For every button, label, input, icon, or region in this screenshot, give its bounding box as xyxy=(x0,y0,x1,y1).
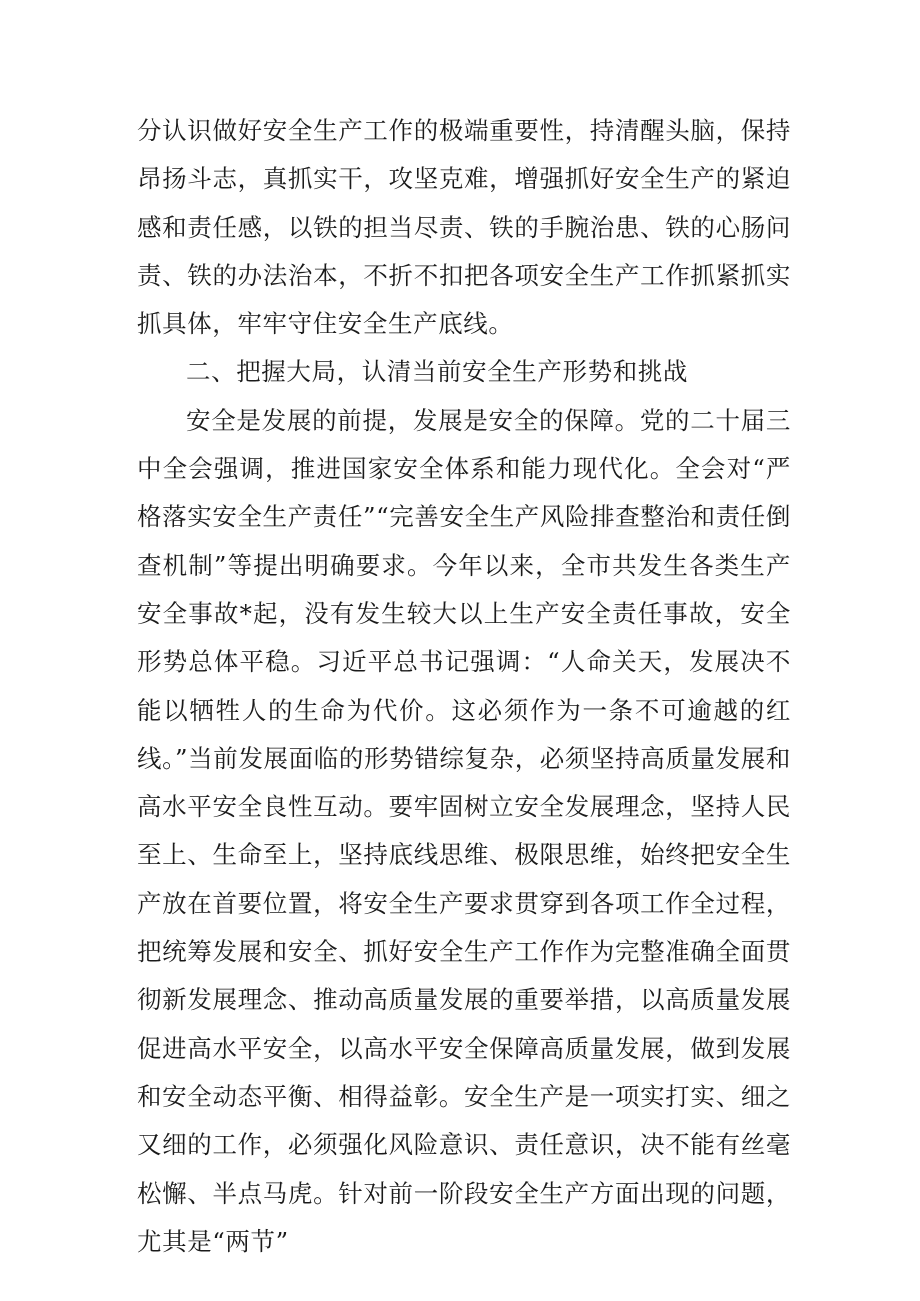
paragraph-body: 安全是发展的前提，发展是安全的保障。党的二十届三中全会强调，推进国家安全体系和能力现代化。全会对“严格落实安全生产责任”“完善安全生产风险排查整治和责任倒查机制”等提出明确要求。今年以来，全市共发生各类生产安全事故*起，没有发生较大以上生产安全责任事故，安全形势总体平稳。习近平总书记强调：“人命关天，发展决不能以牺牲人的生命为代价。这必须作为一条不可逾越的红线。”当前发展面临的形势错综复杂，必须坚持高质量发展和高水平安全良性互动。要牢固树立安全发展理念，坚持人民至上、生命至上，坚持底线思维、极限思维，始终把安全生产放在首要位置，将安全生产要求贯穿到各项工作全过程，把统筹发展和安全、抓好安全生产工作作为完整准确全面贯彻新发展理念、推动高质量发展的重要举措，以高质量发展促进高水平安全，以高水平安全保障高质量发展，做到发展和安全动态平衡、相得益彰。安全生产是一项实打实、细之又细的工作，必须强化风险意识、责任意识，决不能有丝毫松懈、半点马虎。针对前一阶段安全生产方面出现的问题，尤其是“两节” xyxy=(137,405,791,1256)
paragraph-continuation: 分认识做好安全生产工作的极端重要性，持清醒头脑，保持昂扬斗志，真抓实干，攻坚克难，增强抓好安全生产的紧迫感和责任感，以铁的担当尽责、铁的手腕治患、铁的心肠问责、铁的办法治本，不折不扣把各项安全生产工作抓紧抓实抓具体，牢牢守住安全生产底线。 xyxy=(137,116,791,339)
document-body xyxy=(137,107,791,1266)
section-heading: 二、把握大局，认清当前安全生产形势和挑战 xyxy=(186,357,688,387)
